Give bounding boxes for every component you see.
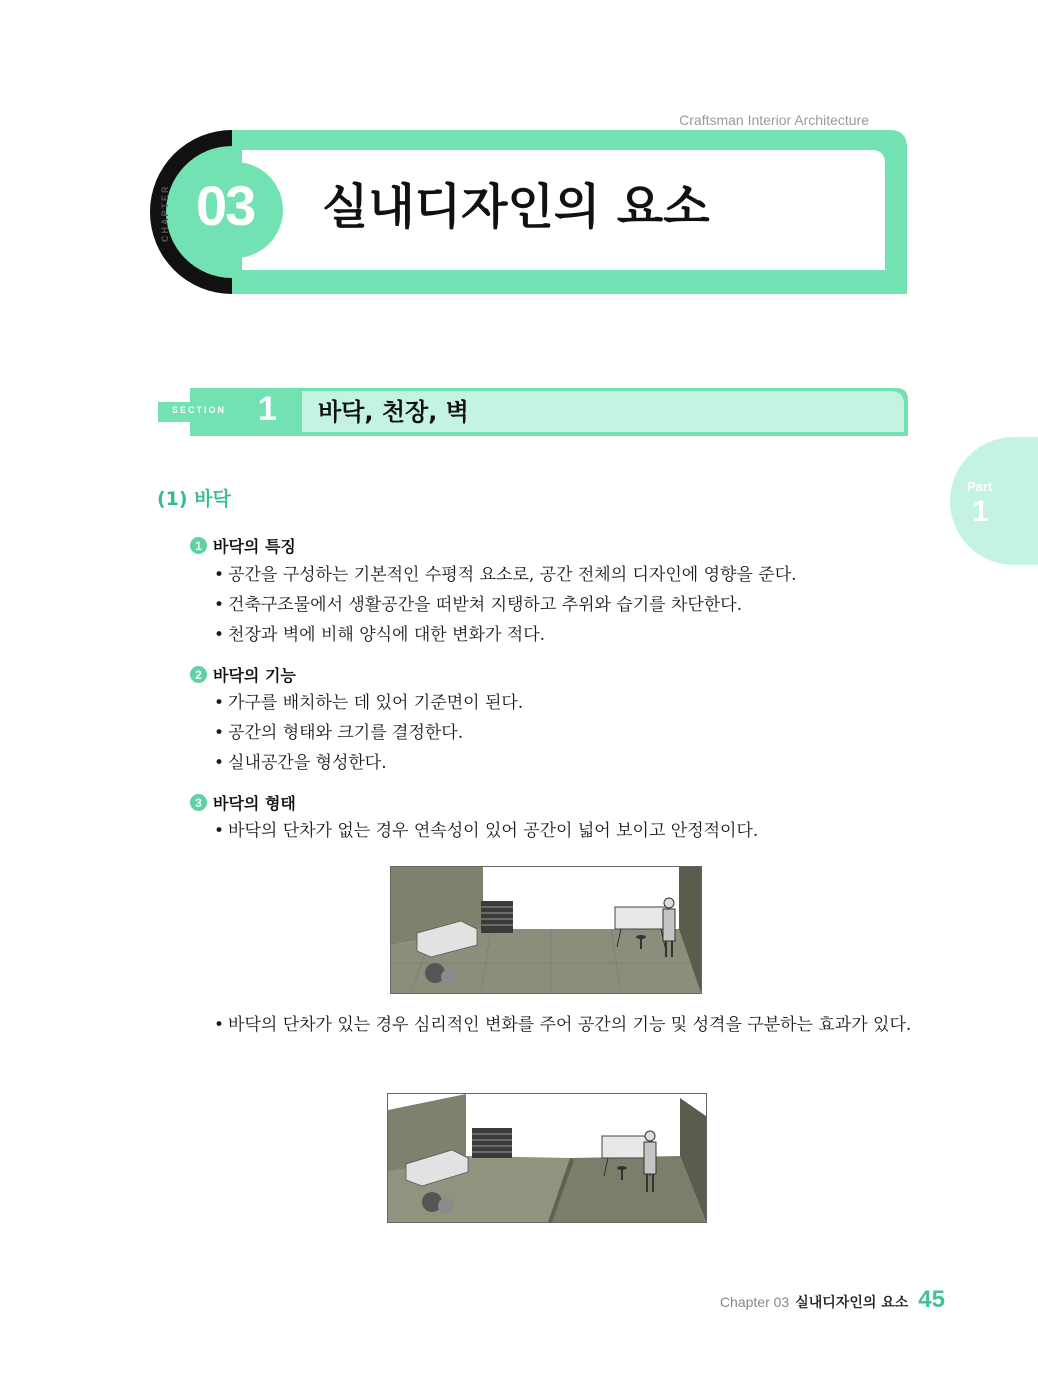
number-badge: 2 bbox=[190, 666, 207, 683]
footer-chapter: Chapter 03 bbox=[719, 1294, 790, 1310]
part-number: 1 bbox=[972, 495, 989, 528]
bullet-list-3 bbox=[214, 816, 758, 846]
footer-title: 실내디자인의 요소 bbox=[795, 1295, 909, 1311]
running-head: Craftsman Interior Architecture bbox=[679, 112, 869, 128]
chapter-title: 실내디자인의 요소 bbox=[322, 179, 710, 235]
page-footer bbox=[720, 1286, 945, 1314]
list-item: • 실내공간을 형성한다. bbox=[214, 748, 523, 778]
svg-text:CHAPTER: CHAPTER bbox=[160, 184, 170, 242]
item-heading-2 bbox=[190, 663, 296, 686]
list-item-wrapped bbox=[214, 1010, 914, 1040]
chapter-label bbox=[150, 160, 190, 260]
list-item: • 건축구조물에서 생활공간을 떠받쳐 지탱하고 추위와 습기를 차단한다. bbox=[214, 590, 797, 620]
section-title: 바닥, 천장, 벽 bbox=[318, 398, 469, 426]
wrapped-text: 바닥의 단차가 있는 경우 심리적인 변화를 주어 공간의 기능 및 성격을 구분하는 효과가 있다. bbox=[228, 1015, 912, 1035]
bullet-dot: • bbox=[214, 1015, 225, 1035]
chapter-number: 03 bbox=[196, 174, 255, 237]
item-title: 바닥의 특징 bbox=[213, 537, 296, 556]
section-tag: SECTION bbox=[172, 405, 227, 415]
stepped-floor-illustration bbox=[387, 1093, 707, 1223]
page-number: 45 bbox=[918, 1286, 945, 1313]
item-heading-1 bbox=[190, 534, 296, 557]
bullet-list-1 bbox=[214, 560, 797, 650]
item-title: 바닥의 형태 bbox=[213, 794, 296, 813]
list-item: • 천장과 벽에 비해 양식에 대한 변화가 적다. bbox=[214, 620, 797, 650]
number-badge: 3 bbox=[190, 794, 207, 811]
part-label: Part bbox=[967, 479, 993, 494]
list-item: • 가구를 배치하는 데 있어 기준면이 된다. bbox=[214, 688, 523, 718]
number-badge: 1 bbox=[190, 537, 207, 554]
list-item: • 공간의 형태와 크기를 결정한다. bbox=[214, 718, 523, 748]
section-number: 1 bbox=[258, 390, 277, 428]
item-title: 바닥의 기능 bbox=[213, 666, 296, 685]
bullet-list-2 bbox=[214, 688, 523, 778]
subheading: (1) 바닥 bbox=[157, 488, 231, 510]
flat-floor-illustration bbox=[390, 866, 702, 994]
list-item: • 공간을 구성하는 기본적인 수평적 요소로, 공간 전체의 디자인에 영향을 준다. bbox=[214, 560, 797, 590]
item-heading-3 bbox=[190, 791, 296, 814]
part-tab bbox=[950, 437, 1038, 565]
list-item: • 바닥의 단차가 없는 경우 연속성이 있어 공간이 넓어 보이고 안정적이다. bbox=[214, 816, 758, 846]
